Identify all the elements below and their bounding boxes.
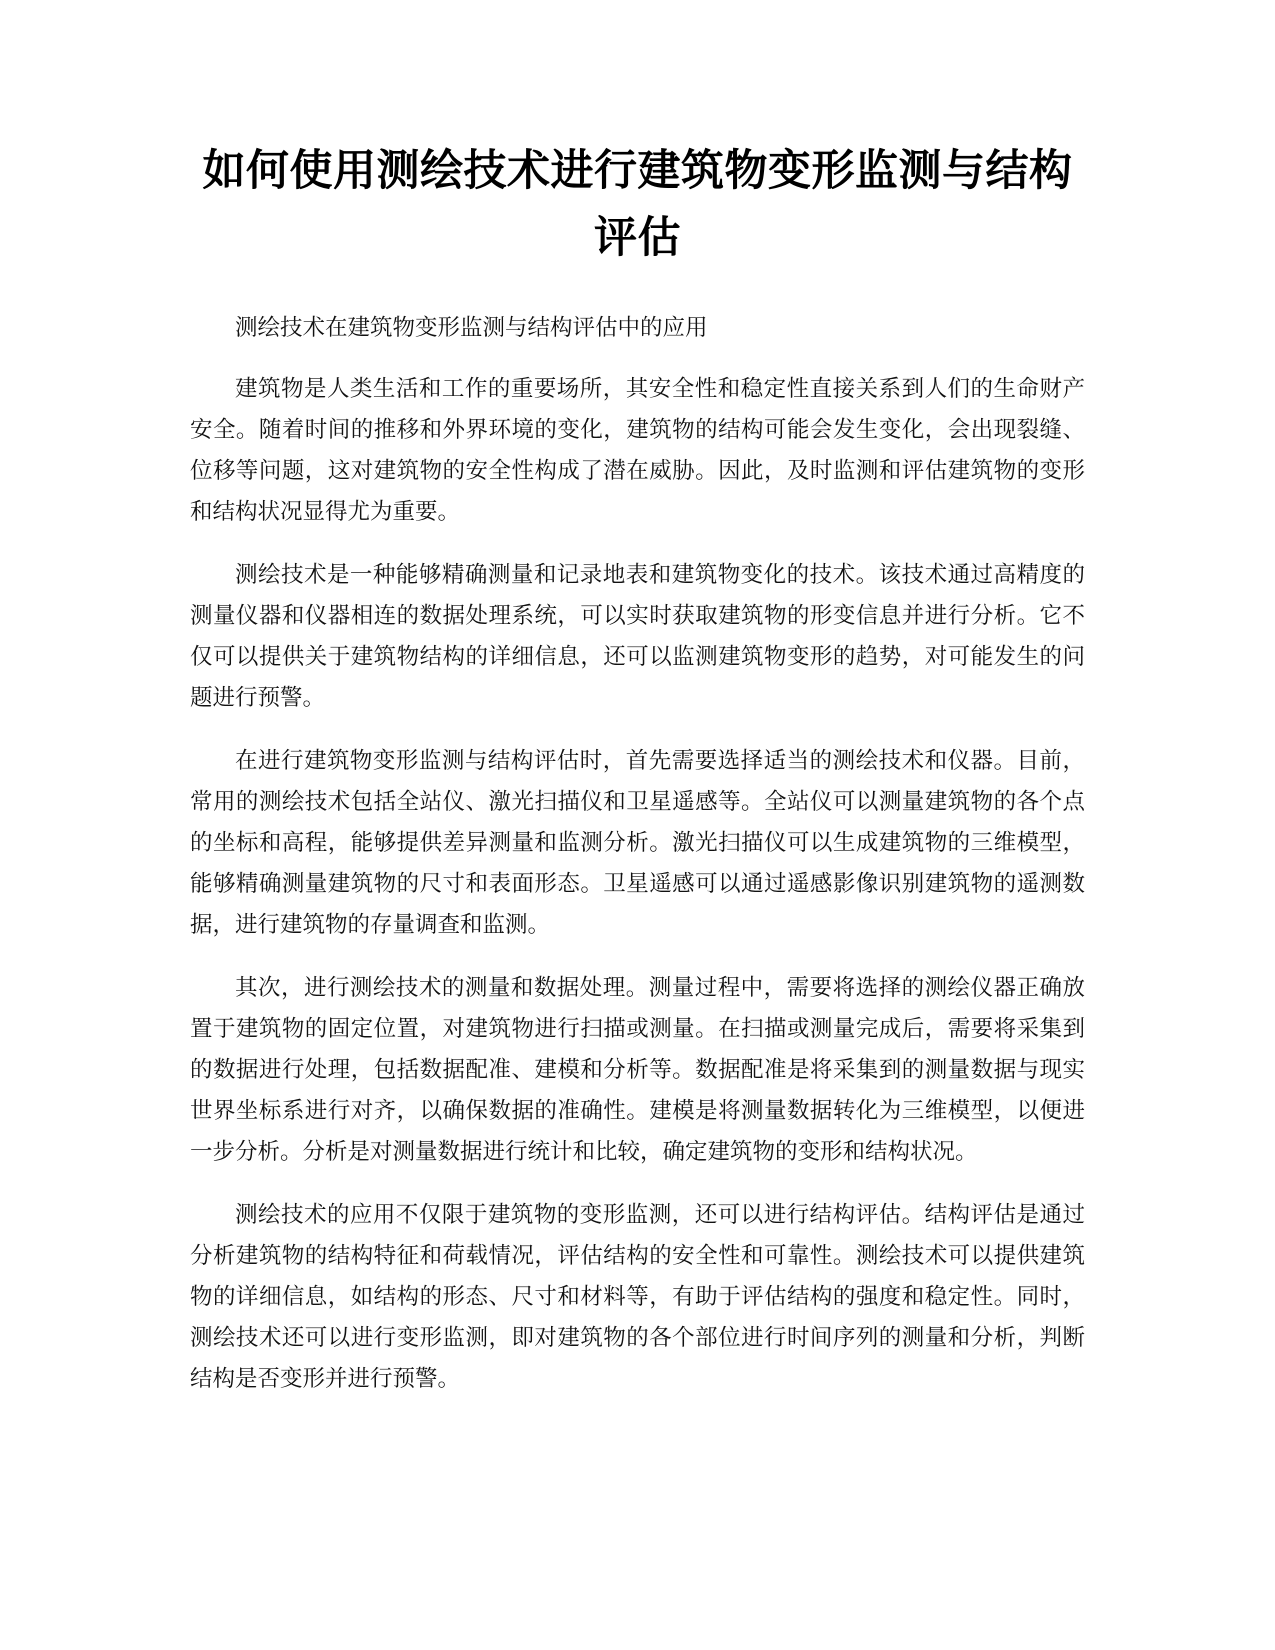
paragraph-3: 在进行建筑物变形监测与结构评估时，首先需要选择适当的测绘技术和仪器。目前，常用的测绘技术包括全站仪、激光扫描仪和卫星遥感等。全站仪可以测量建筑物的各个点的坐标和高程，能够提供差异测量和监测分析。激光扫描仪可以生成建筑物的三维模型，能够精确测量建筑物的尺寸和表面形态。卫星遥感可以通过遥感影像识别建筑物的遥测数据，进行建筑物的存量调查和监测。 bbox=[190, 748, 1085, 938]
paragraph-2: 测绘技术是一种能够精确测量和记录地表和建筑物变化的技术。该技术通过高精度的测量仪器和仪器相连的数据处理系统，可以实时获取建筑物的形变信息并进行分析。它不仅可以提供关于建筑物结构的详细信息，还可以监测建筑物变形的趋势，对可能发生的问题进行预警。 bbox=[190, 562, 1085, 711]
document-body bbox=[190, 308, 1085, 1400]
page-title: 如何使用测绘技术进行建筑物变形监测与结构评估 bbox=[202, 146, 1073, 263]
paragraph-5: 测绘技术的应用不仅限于建筑物的变形监测，还可以进行结构评估。结构评估是通过分析建筑物的结构特征和荷载情况，评估结构的安全性和可靠性。测绘技术可以提供建筑物的详细信息，如结构的形态、尺寸和材料等，有助于评估结构的强度和稳定性。同时，测绘技术还可以进行变形监测，即对建筑物的各个部位进行时间序列的测量和分析，判断结构是否变形并进行预警。 bbox=[190, 1202, 1085, 1392]
section-heading: 测绘技术在建筑物变形监测与结构评估中的应用 bbox=[235, 315, 708, 341]
paragraph-1: 建筑物是人类生活和工作的重要场所，其安全性和稳定性直接关系到人们的生命财产安全。随着时间的推移和外界环境的变化，建筑物的结构可能会发生变化，会出现裂缝、位移等问题，这对建筑物的安全性构成了潜在威胁。因此，及时监测和评估建筑物的变形和结构状况显得尤为重要。 bbox=[190, 376, 1085, 525]
paragraph-4: 其次，进行测绘技术的测量和数据处理。测量过程中，需要将选择的测绘仪器正确放置于建筑物的固定位置，对建筑物进行扫描或测量。在扫描或测量完成后，需要将采集到的数据进行处理，包括数据配准、建模和分析等。数据配准是将采集到的测量数据与现实世界坐标系进行对齐，以确保数据的准确性。建模是将测量数据转化为三维模型，以便进一步分析。分析是对测量数据进行统计和比较，确定建筑物的变形和结构状况。 bbox=[190, 975, 1085, 1165]
